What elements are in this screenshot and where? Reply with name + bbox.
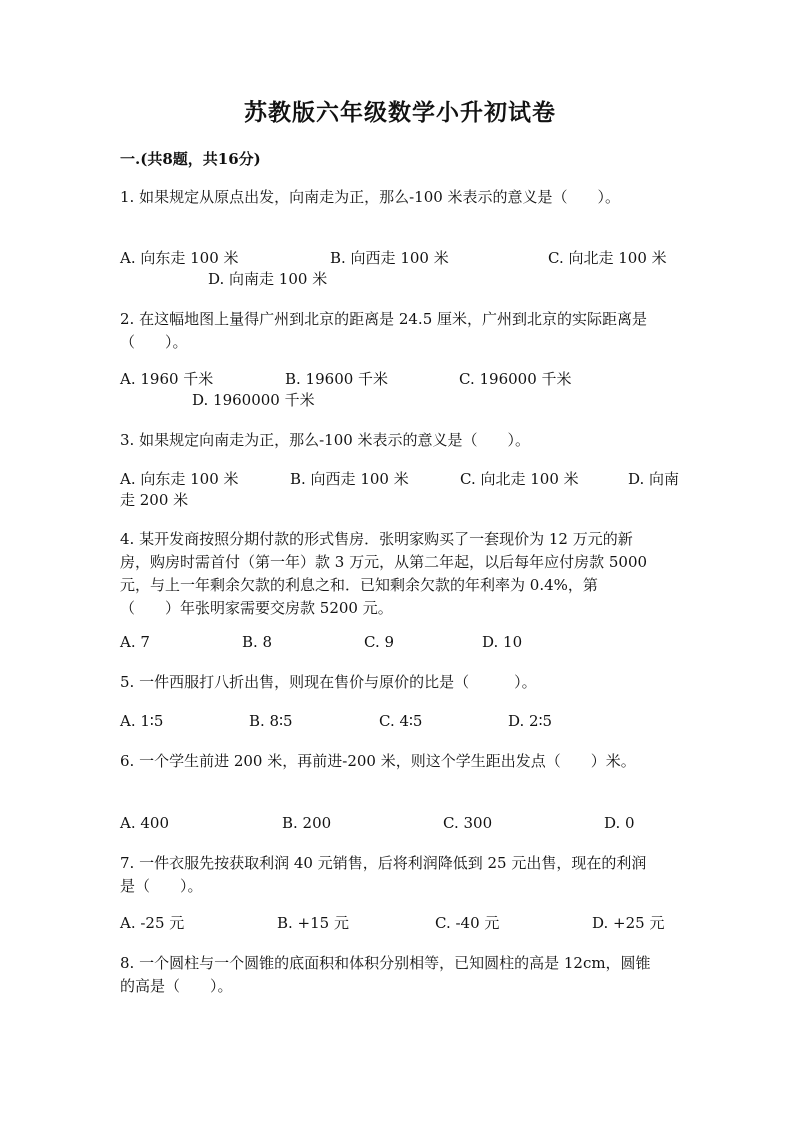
question-7-option-c[interactable]: C. -40 元	[435, 914, 500, 932]
question-5-option-d[interactable]: D. 2∶5	[508, 712, 553, 730]
question-1-stem	[120, 186, 680, 209]
question-1-option-b[interactable]: B. 向西走 100 米	[330, 249, 449, 267]
question-7-option-a[interactable]: A. -25 元	[120, 914, 185, 932]
question-2-option-c[interactable]: C. 196000 千米	[459, 370, 572, 388]
question-2-stem	[120, 308, 680, 354]
question-1-option-a[interactable]: A. 向东走 100 米	[120, 249, 239, 267]
question-5-stem	[120, 671, 680, 694]
question-7-stem-line: 是（ ）。	[120, 877, 203, 895]
question-8-stem-line: 的高是（ ）。	[120, 977, 233, 995]
question-3-option-d-continued[interactable]: 走 200 米	[120, 491, 189, 509]
question-4-stem-line: 4. 某开发商按照分期付款的形式售房．张明家购买了一套现价为 12 万元的新	[120, 530, 633, 548]
question-1-option-d[interactable]: D. 向南走 100 米	[208, 270, 328, 288]
question-2-option-d[interactable]: D. 1960000 千米	[192, 391, 315, 409]
question-2-stem-line: （ ）。	[120, 333, 188, 351]
question-3-option-b[interactable]: B. 向西走 100 米	[290, 470, 409, 488]
question-3-option-d[interactable]: D. 向南	[628, 470, 680, 488]
question-6-stem	[120, 750, 680, 773]
question-3-option-a[interactable]: A. 向东走 100 米	[120, 470, 239, 488]
question-5-option-a[interactable]: A. 1∶5	[120, 712, 164, 730]
question-3-stem	[120, 429, 680, 452]
question-7-option-d[interactable]: D. +25 元	[592, 914, 665, 932]
question-4-stem-line: 元，与上一年剩余欠款的利息之和．已知剩余欠款的年利率为 0.4%，第	[120, 576, 598, 594]
question-6-stem-line: 6. 一个学生前进 200 米，再前进-200 米，则这个学生距出发点（ ）米。	[120, 752, 636, 770]
question-4-option-d[interactable]: D. 10	[482, 633, 523, 651]
question-2-option-a[interactable]: A. 1960 千米	[120, 370, 214, 388]
question-6-option-b[interactable]: B. 200	[282, 814, 332, 832]
question-4-stem-line: （ ）年张明家需要交房款 5200 元。	[120, 599, 393, 617]
question-6-option-a[interactable]: A. 400	[120, 814, 169, 832]
question-5-stem-line: 5. 一件西服打八折出售，则现在售价与原价的比是（ ）。	[120, 673, 537, 691]
question-2-stem-line: 2. 在这幅地图上量得广州到北京的距离是 24.5 厘米，广州到北京的实际距离是	[120, 310, 648, 328]
question-3-option-c[interactable]: C. 向北走 100 米	[460, 470, 579, 488]
question-8-stem-line: 8. 一个圆柱与一个圆锥的底面积和体积分别相等，已知圆柱的高是 12cm，圆锥	[120, 954, 651, 972]
question-6-option-c[interactable]: C. 300	[443, 814, 493, 832]
question-6-option-d[interactable]: D. 0	[604, 814, 635, 832]
question-2-option-b[interactable]: B. 19600 千米	[285, 370, 389, 388]
question-4-stem-line: 房，购房时需首付（第一年）款 3 万元，从第二年起，以后每年应付房款 5000	[120, 553, 648, 571]
exam-title: 苏教版六年级数学小升初试卷	[244, 99, 556, 126]
question-3-stem-line: 3. 如果规定向南走为正，那么-100 米表示的意义是（ ）。	[120, 431, 531, 449]
section-heading: 一.(共8题，共16分)	[120, 150, 261, 168]
question-7-option-b[interactable]: B. +15 元	[277, 914, 349, 932]
question-7-stem	[120, 852, 680, 898]
question-1-stem-line: 1. 如果规定从原点出发，向南走为正，那么-100 米表示的意义是（ ）。	[120, 188, 621, 206]
question-8-stem	[120, 952, 680, 998]
question-4-stem	[120, 528, 680, 620]
question-4-option-c[interactable]: C. 9	[364, 633, 395, 651]
question-5-option-b[interactable]: B. 8∶5	[249, 712, 293, 730]
question-4-option-b[interactable]: B. 8	[242, 633, 273, 651]
question-7-stem-line: 7. 一件衣服先按获取利润 40 元销售，后将利润降低到 25 元出售，现在的利润	[120, 854, 647, 872]
question-4-option-a[interactable]: A. 7	[120, 633, 150, 651]
question-5-option-c[interactable]: C. 4∶5	[379, 712, 423, 730]
question-1-option-c[interactable]: C. 向北走 100 米	[548, 249, 667, 267]
